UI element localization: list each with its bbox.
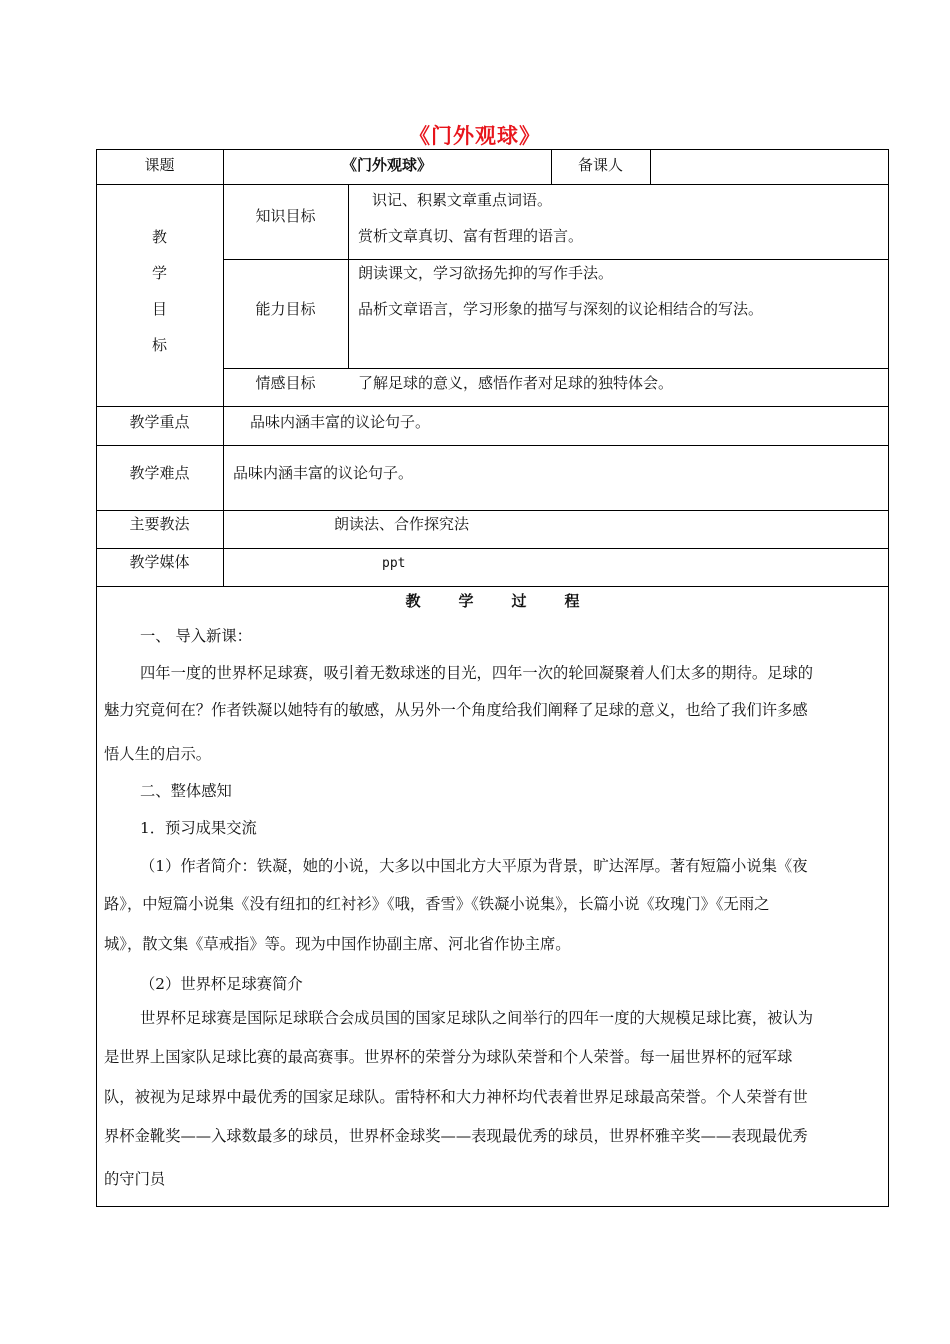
emotion-objective-label: 情感目标 <box>255 374 316 392</box>
topic-value: 《门外观球》 <box>341 156 432 174</box>
row-divider <box>223 259 889 260</box>
ability-objective-line: 品析文章语言，学习形象的描写与深刻的议论相结合的写法。 <box>358 300 764 318</box>
column-divider <box>650 149 651 184</box>
column-divider <box>348 184 349 368</box>
knowledge-objective-line: 识记、积累文章重点词语。 <box>372 191 553 209</box>
table-border-top <box>96 149 889 150</box>
subsection-title: 1．预习成果交流 <box>140 819 257 837</box>
paragraph-line: 界杯金靴奖——入球数最多的球员，世界杯金球奖——表现最优秀的球员，世界杯雅辛奖——表现最优秀 <box>104 1127 808 1145</box>
emotion-objective-line: 了解足球的意义，感悟作者对足球的独特体会。 <box>358 374 674 392</box>
row-divider <box>96 445 889 446</box>
row-divider <box>96 510 889 511</box>
preparer-label: 备课人 <box>577 156 623 174</box>
ability-objective-label: 能力目标 <box>255 300 316 318</box>
paragraph-line: 是世界上国家队足球比赛的最高赛事。世界杯的荣誉分为球队荣誉和个人荣誉。每一届世界杯的冠军球 <box>104 1048 793 1066</box>
objectives-label-char: 目 <box>151 300 167 318</box>
objectives-label-char: 教 <box>151 228 167 246</box>
paragraph-line: （1）作者简介：铁凝，她的小说，大多以中国北方大平原为背景，旷达浑厚。著有短篇小说集《夜 <box>140 857 808 875</box>
difficult-point-value: 品味内涵丰富的议论句子。 <box>233 464 414 482</box>
row-divider <box>96 548 889 549</box>
row-divider <box>223 368 889 369</box>
row-divider <box>96 586 889 587</box>
ability-objective-line: 朗读课文，学习欲扬先抑的写作手法。 <box>358 264 614 282</box>
table-border-right <box>888 149 889 1207</box>
topic-label: 课题 <box>144 156 175 174</box>
paragraph-line: 城》，散文集《草戒指》等。现为中国作协副主席、河北省作协主席。 <box>104 935 571 953</box>
knowledge-objective-label: 知识目标 <box>255 207 316 225</box>
paragraph-line: 队，被视为足球界中最优秀的国家足球队。雷特杯和大力神杯均代表着世界足球最高荣誉。个人荣誉有世 <box>104 1088 808 1106</box>
method-label: 主要教法 <box>129 515 190 533</box>
key-point-label: 教学重点 <box>129 413 190 431</box>
section-title: 一、 导入新课： <box>140 627 252 645</box>
difficult-point-label: 教学难点 <box>129 464 190 482</box>
section-title: 二、整体感知 <box>140 782 232 800</box>
paragraph-line: 四年一度的世界杯足球赛，吸引着无数球迷的目光，四年一次的轮回凝聚着人们太多的期待。足球的 <box>140 664 814 682</box>
media-label: 教学媒体 <box>129 553 190 571</box>
table-border-bottom <box>96 1206 889 1207</box>
objectives-label-char: 标 <box>151 336 167 354</box>
document-title: 《门外观球》 <box>409 124 541 148</box>
knowledge-objective-line: 赏析文章真切、富有哲理的语言。 <box>358 227 584 245</box>
process-heading: 教学过程 <box>405 592 618 610</box>
paragraph-line: 魅力究竟何在？作者铁凝以她特有的敏感，从另外一个角度给我们阐释了足球的意义，也给了我们许多感 <box>104 701 808 719</box>
paragraph-line: 悟人生的启示。 <box>104 745 212 763</box>
subsection-title: （2）世界杯足球赛简介 <box>140 975 303 993</box>
paragraph-line: 的守门员 <box>104 1170 166 1188</box>
row-divider <box>96 406 889 407</box>
objectives-label-char: 学 <box>151 264 167 282</box>
method-value: 朗读法、合作探究法 <box>334 515 470 533</box>
media-value: ppt <box>382 556 406 571</box>
paragraph-line: 路》，中短篇小说集《没有纽扣的红衬衫》《哦，香雪》《铁凝小说集》，长篇小说《玫瑰门》《无雨之 <box>104 895 770 913</box>
paragraph-line: 世界杯足球赛是国际足球联合会成员国的国家足球队之间举行的四年一度的大规模足球比赛，被认为 <box>140 1009 814 1027</box>
key-point-value: 品味内涵丰富的议论句子。 <box>250 413 431 431</box>
row-divider <box>96 184 889 185</box>
